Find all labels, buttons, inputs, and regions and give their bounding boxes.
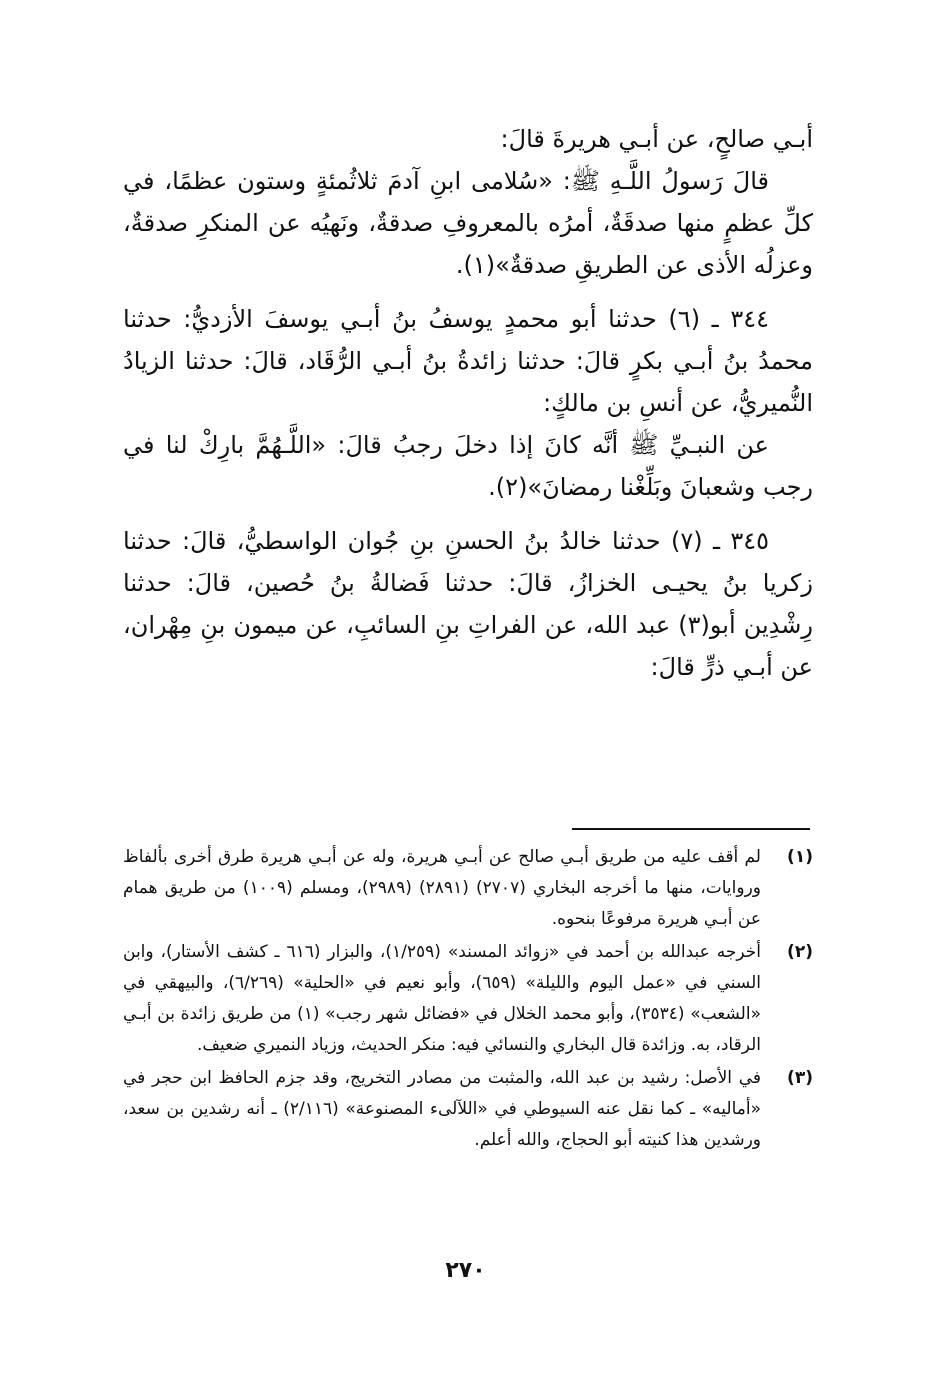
paragraph-hadith-343-matn: قالَ رَسولُ اللَّـهِ ﷺ: «سُلامى ابنِ آدمَ ثلاثُمئةٍ وستون عظمًا، في كلِّ عظمٍ منها صدقَةٌ، أمرُه بالمعروفِ صدقةٌ، ونَهيُه عن المنكرِ صدقةٌ، وعزلُه الأذى عن الطريقِ صدقةٌ»(١). bbox=[123, 167, 813, 279]
footnote-number: (٢) bbox=[787, 942, 813, 962]
page-number: ٢٧٠ bbox=[445, 1258, 486, 1283]
footnote-text: في الأصل: رشيد بن عبد الله، والمثبت من مصادر التخريج، وقد جزم الحافظ ابن حجر في «أماليه» ـ كما نقل عنه السيوطي في «اللآلىء المصنوعة» (٢/١١٦) ـ أنه رشدين بن سعد، ورشدين هذا كنيته أبو الحجاج، والله أعلم. bbox=[123, 1068, 761, 1150]
main-text bbox=[123, 118, 813, 688]
footnote-1 bbox=[123, 842, 813, 935]
footnote-text: أخرجه عبدالله بن أحمد في «زوائد المسند» (١/٢٥٩)، والبزار (٦١٦ ـ كشف الأستار)، وابن السني في «عمل اليوم والليلة» (٦٥٩)، وأبو نعيم في «الحلية» (٦/٢٦٩)، والبيهقي في «الشعب» (٣٥٣٤)، وأبو محمد الخلال في «فضائل شهر رجب» (١) من طريق زائدة بن أبـي الرقاد، به. وزائدة قال البخاري والنسائي فيه: منكر الحديث، وزياد النميري ضعيف. bbox=[123, 942, 761, 1055]
footnote-separator bbox=[572, 828, 810, 830]
footnotes bbox=[123, 842, 813, 1158]
paragraph-intro: أبـي صالحٍ، عن أبـي هريرةَ قالَ: bbox=[500, 125, 813, 153]
paragraph-hadith-344-matn: عن النبـيِّ ﷺ أنَّه كانَ إذا دخلَ رجبُ قالَ: «اللَّـهُمَّ بارِكْ لنا في رجب وشعبانَ وبَلِّغْنا رمضانَ»(٢). bbox=[123, 431, 813, 501]
paragraph-hadith-345-isnad: ٣٤٥ ـ (٧) حدثنا خالدُ بنُ الحسنِ بنِ جُوان الواسطيُّ، قالَ: حدثنا زكريا بنُ يحيـى الخزازُ، قالَ: حدثنا فَضالةُ بنُ حُصين، قالَ: حدثنا رِشْدِين أبو(٣) عبد الله، عن الفراتِ بنِ السائبِ، عن ميمون بنِ مِهْران، عن أبـي ذرٍّ قالَ: bbox=[123, 527, 814, 681]
footnote-3 bbox=[123, 1063, 813, 1156]
paragraph-hadith-344-isnad: ٣٤٤ ـ (٦) حدثنا أبو محمدٍ يوسفُ بنُ أبـي يوسفَ الأزديُّ: حدثنا محمدُ بنُ أبـي بكرٍ قالَ: حدثنا زائدةُ بنُ أبـي الرُّقَاد، قالَ: حدثنا الزيادُ النُّميريُّ، عن أنسِ بن مالكٍ: bbox=[123, 305, 813, 417]
footnote-text: لم أقف عليه من طريق أبـي صالح عن أبـي هريرة، وله عن أبـي هريرة طرق أخرى بألفاظ وروايات، منها ما أخرجه البخاري (٢٧٠٧) (٢٨٩١) (٢٩٨٩)، ومسلم (١٠٠٩) من طريق همام عن أبـي هريرة مرفوعًا بنحوه. bbox=[123, 847, 762, 929]
footnote-number: (١) bbox=[787, 847, 813, 867]
footnote-2 bbox=[123, 937, 813, 1061]
footnote-number: (٣) bbox=[787, 1068, 813, 1088]
